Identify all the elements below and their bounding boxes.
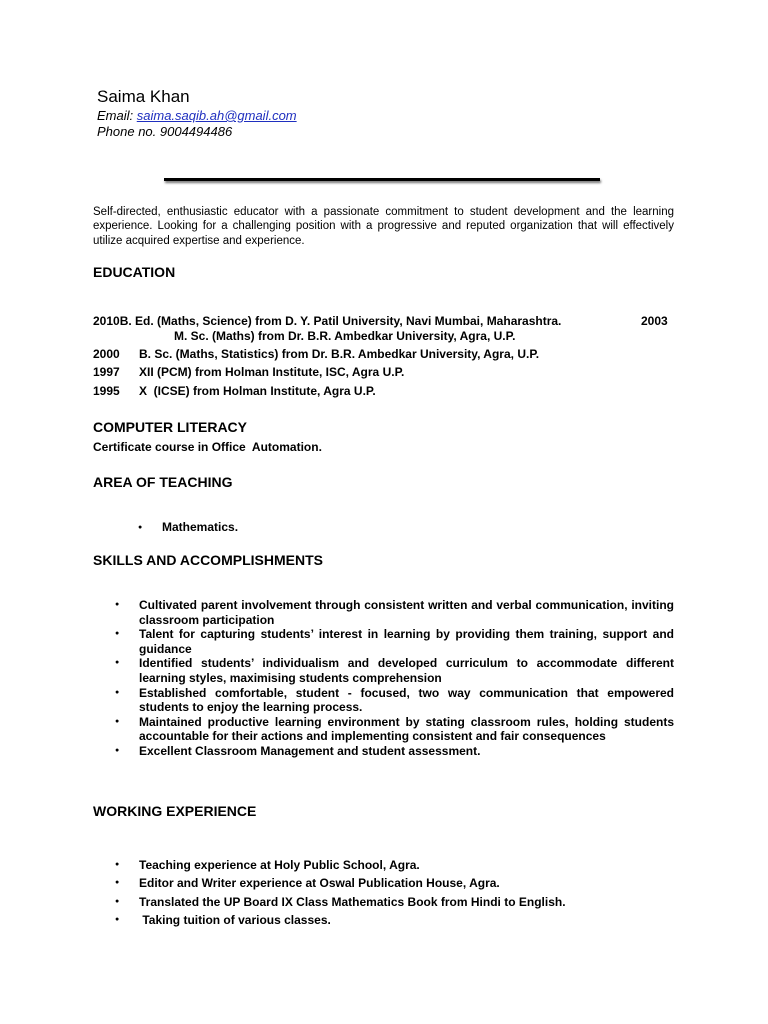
phone-line: Phone no. 9004494486 bbox=[97, 124, 233, 139]
list-item bbox=[93, 656, 674, 685]
email-line bbox=[97, 108, 297, 124]
list-item bbox=[93, 598, 674, 627]
bullet-icon: ● bbox=[115, 915, 120, 923]
bullet-icon: ● bbox=[138, 524, 143, 531]
experience-text: Editor and Writer experience at Oswal Publication House, Agra. bbox=[139, 876, 500, 891]
education-year: 2010 bbox=[93, 314, 120, 328]
list-item bbox=[93, 911, 674, 929]
education-text: M. Sc. (Maths) from Dr. B.R. Ambedkar University, Agra, U.P. bbox=[174, 329, 516, 343]
experience-text: Taking tuition of various classes. bbox=[139, 912, 331, 927]
skills-heading: SKILLS AND ACCOMPLISHMENTS bbox=[93, 552, 323, 568]
skill-text: Established comfortable, student - focused, two way communication that empowered students to enjoy the learning process. bbox=[139, 685, 674, 715]
list-item bbox=[93, 627, 674, 656]
teaching-area: Mathematics. bbox=[162, 520, 239, 534]
bullet-icon: ● bbox=[115, 601, 120, 608]
list-item bbox=[93, 715, 674, 744]
list-item bbox=[93, 686, 674, 715]
experience-list bbox=[93, 856, 674, 929]
bullet-icon: ● bbox=[115, 659, 120, 667]
header-divider bbox=[164, 178, 600, 181]
bullet-icon: ● bbox=[115, 717, 120, 725]
bullet-icon: ● bbox=[115, 746, 120, 754]
objective-paragraph: Self-directed, enthusiastic educator with a passionate commitment to student development and the learning experience. Looking for a challenging position with a progressive and reputed organization that will effectively utilize acquired expertise and experience. bbox=[93, 206, 674, 247]
bullet-icon: ● bbox=[115, 630, 120, 638]
education-year: 2000 bbox=[93, 347, 120, 361]
bullet-icon: ● bbox=[115, 879, 120, 887]
education-text: B. Ed. (Maths, Science) from D. Y. Patil University, Navi Mumbai, Maharashtra. bbox=[119, 314, 562, 328]
bullet-icon: ● bbox=[115, 897, 120, 905]
education-text: X (ICSE) from Holman Institute, Agra U.P. bbox=[139, 384, 376, 398]
list-item bbox=[93, 856, 674, 874]
skill-text: Maintained productive learning environment by stating classroom rules, holding students accountable for their actions and implementing consistent and fair consequences bbox=[139, 714, 674, 744]
bullet-icon: ● bbox=[115, 861, 120, 868]
computer-literacy-text: Certificate course in Office Automation. bbox=[93, 440, 322, 454]
education-year: 1997 bbox=[93, 365, 120, 379]
education-row bbox=[93, 314, 561, 329]
computer-literacy-heading: COMPUTER LITERACY bbox=[93, 419, 247, 435]
skill-text: Identified students’ individualism and developed curriculum to accommodate different learning styles, maximising students comprehension bbox=[139, 656, 674, 685]
education-row bbox=[174, 329, 515, 344]
skill-text: Excellent Classroom Management and student assessment. bbox=[139, 743, 481, 758]
list-item bbox=[93, 874, 674, 892]
email-label: Email: bbox=[97, 108, 134, 123]
education-text: B. Sc. (Maths, Statistics) from Dr. B.R. Ambedkar University, Agra, U.P. bbox=[139, 347, 540, 361]
resume-name: Saima Khan bbox=[97, 87, 190, 106]
list-item bbox=[93, 744, 674, 759]
email-link[interactable]: saima.saqib.ah@gmail.com bbox=[136, 108, 297, 123]
skills-list bbox=[93, 598, 674, 759]
experience-text: Teaching experience at Holy Public School, Agra. bbox=[139, 858, 420, 872]
experience-heading: WORKING EXPERIENCE bbox=[93, 803, 257, 819]
area-of-teaching-heading: AREA OF TEACHING bbox=[93, 474, 233, 490]
bullet-icon: ● bbox=[115, 688, 120, 696]
list-item bbox=[93, 893, 674, 911]
education-heading: EDUCATION bbox=[93, 264, 176, 280]
education-year: 2003 bbox=[641, 314, 668, 328]
skill-text: Talent for capturing students’ interest in learning by providing them training, support and guidance bbox=[139, 627, 674, 656]
experience-text: Translated the UP Board IX Class Mathematics Book from Hindi to English. bbox=[139, 894, 566, 909]
education-year: 1995 bbox=[93, 384, 120, 398]
skill-text: Cultivated parent involvement through consistent written and verbal communication, inviting classroom participation bbox=[139, 598, 674, 627]
education-text: XII (PCM) from Holman Institute, ISC, Agra U.P. bbox=[139, 365, 405, 379]
